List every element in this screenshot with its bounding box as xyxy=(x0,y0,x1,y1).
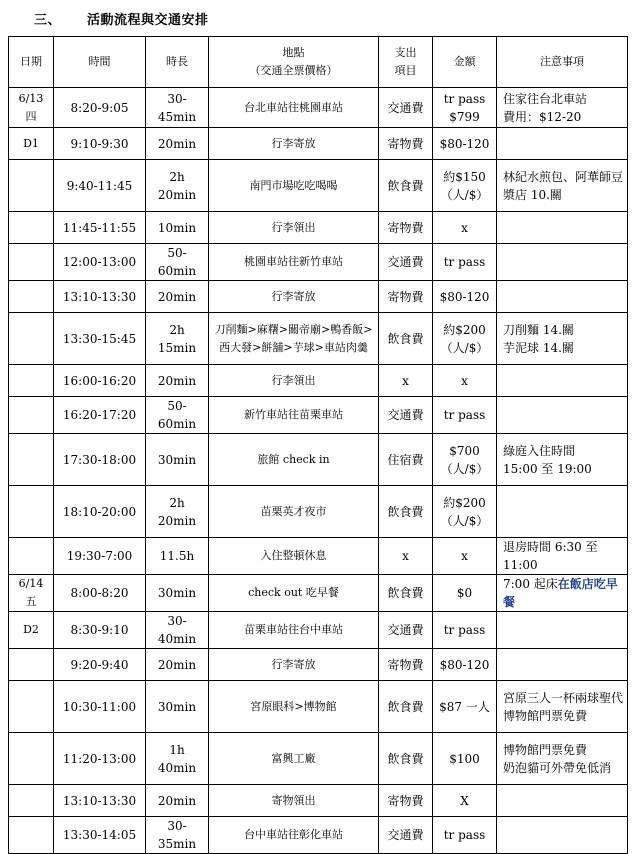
category-cell: 飲食費 xyxy=(379,681,433,733)
header-amount: 金額 xyxy=(433,37,497,88)
duration-cell-line: 2h 15min xyxy=(157,322,197,355)
amount-cell xyxy=(433,733,497,785)
duration-cell-line: 20min xyxy=(157,513,197,528)
notes-cell xyxy=(497,88,628,128)
duration-cell-line: 30min xyxy=(157,699,197,714)
header-row xyxy=(9,37,628,88)
date-cell xyxy=(9,434,54,486)
place-cell xyxy=(209,733,379,785)
place-cell xyxy=(209,575,379,612)
place-cell-line: 台中車站往彰化車站 xyxy=(244,828,343,841)
duration-cell xyxy=(146,212,209,244)
category-cell: 飲食費 xyxy=(379,733,433,785)
notes-cell xyxy=(497,733,628,785)
time-cell: 9:10-9:30 xyxy=(54,128,146,160)
amount-cell xyxy=(433,244,497,281)
date-cell xyxy=(9,486,54,538)
duration-cell-line: 30-35min xyxy=(157,819,197,851)
duration-cell-line: 20min xyxy=(157,657,197,672)
header-time: 時間 xyxy=(54,37,146,88)
amount-cell-line: $80-120 xyxy=(439,289,490,304)
amount-cell-line: tr pass xyxy=(443,623,486,637)
category-cell: 寄物費 xyxy=(379,281,433,313)
place-cell xyxy=(209,88,379,128)
amount-cell-line: （人/$） xyxy=(440,187,489,202)
place-cell-line: 寄物領出 xyxy=(271,793,316,807)
duration-cell-line: 30min xyxy=(157,452,197,467)
amount-cell-line: （人/$） xyxy=(440,461,489,476)
place-cell-line: 富興工廠 xyxy=(271,751,316,765)
notes-cell-line: 住家往台北車站 xyxy=(503,91,588,106)
place-cell-line: 西大發>餅舖>芋球>車站肉羹 xyxy=(219,340,368,354)
duration-cell xyxy=(146,128,209,160)
category-cell: 交通費 xyxy=(379,397,433,434)
time-cell: 8:20-9:05 xyxy=(54,88,146,128)
place-cell xyxy=(209,817,379,854)
category-cell: 寄物費 xyxy=(379,212,433,244)
duration-cell xyxy=(146,434,209,486)
notes-cell-line: 宮原三人一杯兩球聖代 xyxy=(503,690,624,705)
amount-cell xyxy=(433,575,497,612)
time-cell: 19:30-7:00 xyxy=(54,538,146,575)
notes-cell xyxy=(497,817,628,854)
amount-cell-line: tr pass xyxy=(443,255,486,269)
category-cell: x xyxy=(379,538,433,575)
duration-cell-line: 50-60min xyxy=(157,246,197,278)
notes-cell-line: 芋泥球 14.關 xyxy=(503,340,574,355)
amount-cell xyxy=(433,397,497,434)
date-cell xyxy=(9,160,54,212)
amount-cell xyxy=(433,281,497,313)
place-cell xyxy=(209,612,379,649)
category-cell: 住宿費 xyxy=(379,434,433,486)
place-cell xyxy=(209,160,379,212)
notes-cell xyxy=(497,128,628,160)
place-cell xyxy=(209,281,379,313)
duration-cell-line: 30-40min xyxy=(157,614,197,646)
duration-cell xyxy=(146,538,209,575)
duration-cell-line: 20min xyxy=(157,136,197,151)
time-cell: 16:00-16:20 xyxy=(54,365,146,397)
duration-cell-line: 1h 40min xyxy=(157,742,197,775)
table-row xyxy=(9,365,628,397)
amount-cell-line: X xyxy=(460,793,469,808)
notes-cell-line: 奶泡貓可外帶免低消 xyxy=(503,760,612,775)
place-cell-line: 桃園車站往新竹車站 xyxy=(244,255,343,268)
amount-cell xyxy=(433,313,497,365)
notes-cell-line: 綠庭入住時間 xyxy=(503,443,576,458)
duration-cell xyxy=(146,681,209,733)
table-row xyxy=(9,281,628,313)
place-cell xyxy=(209,434,379,486)
place-cell-line: 入住整頓休息 xyxy=(260,549,327,562)
notes-cell xyxy=(497,612,628,649)
notes-cell xyxy=(497,681,628,733)
header-category-line: 支出 xyxy=(394,46,417,59)
duration-cell xyxy=(146,281,209,313)
time-cell: 10:30-11:00 xyxy=(54,681,146,733)
time-cell: 11:45-11:55 xyxy=(54,212,146,244)
notes-cell xyxy=(497,365,628,397)
table-row xyxy=(9,486,628,538)
header-category xyxy=(379,37,433,88)
section-number: 三、 xyxy=(34,13,62,28)
duration-cell xyxy=(146,575,209,612)
date-cell xyxy=(9,365,54,397)
amount-cell-line: x xyxy=(461,373,468,388)
time-cell: 8:00-8:20 xyxy=(54,575,146,612)
table-row xyxy=(9,397,628,434)
date-cell xyxy=(9,681,54,733)
place-cell xyxy=(209,244,379,281)
notes-cell-line: 15:00 至 19:00 xyxy=(503,461,592,476)
category-cell: x xyxy=(379,365,433,397)
place-cell-line: 行李領出 xyxy=(271,373,316,387)
table-row xyxy=(9,681,628,733)
date-cell: 6/13 四 xyxy=(9,88,54,128)
amount-cell-line: $799 xyxy=(449,109,480,124)
amount-cell-line: x xyxy=(461,220,468,235)
amount-cell xyxy=(433,649,497,681)
place-cell-line: 新竹車站往苗栗車站 xyxy=(244,408,343,421)
table-row xyxy=(9,538,628,575)
amount-cell xyxy=(433,612,497,649)
date-cell xyxy=(9,538,54,575)
header-date: 日期 xyxy=(9,37,54,88)
amount-cell xyxy=(433,817,497,854)
place-cell-line: 宮原眼科>博物館 xyxy=(250,699,337,713)
date-cell xyxy=(9,397,54,434)
duration-cell-line: 20min xyxy=(157,793,197,808)
amount-cell-line: x xyxy=(461,549,468,563)
notes-cell-line: 漿店 10.關 xyxy=(503,187,562,202)
header-place-line: （交通全票價格） xyxy=(249,64,338,77)
duration-cell-line: 30-45min xyxy=(157,91,197,124)
amount-cell-line: $0 xyxy=(456,586,473,600)
time-cell: 9:40-11:45 xyxy=(54,160,146,212)
category-cell: 交通費 xyxy=(379,612,433,649)
time-cell: 9:20-9:40 xyxy=(54,649,146,681)
place-cell xyxy=(209,128,379,160)
duration-cell-line: 11.5h xyxy=(159,549,195,563)
amount-cell-line: tr pass xyxy=(443,408,486,422)
itinerary-table xyxy=(8,36,628,854)
notes-cell xyxy=(497,313,628,365)
time-cell: 11:20-13:00 xyxy=(54,733,146,785)
notes-cell xyxy=(497,160,628,212)
time-cell: 13:10-13:30 xyxy=(54,785,146,817)
time-cell: 13:30-15:45 xyxy=(54,313,146,365)
table-row xyxy=(9,612,628,649)
category-cell: 飲食費 xyxy=(379,575,433,612)
date-cell xyxy=(9,817,54,854)
amount-cell-line: （人/$） xyxy=(440,513,489,528)
notes-cell xyxy=(497,281,628,313)
duration-cell-line: 20min xyxy=(157,289,197,304)
section-title: 活動流程與交通安排 xyxy=(87,13,209,28)
date-cell xyxy=(9,785,54,817)
notes-highlight: 在飯店吃早餐 xyxy=(503,577,618,609)
date-cell: D1 xyxy=(9,128,54,160)
time-cell: 18:10-20:00 xyxy=(54,486,146,538)
table-row xyxy=(9,575,628,612)
place-cell xyxy=(209,538,379,575)
notes-cell xyxy=(497,785,628,817)
category-cell: 寄物費 xyxy=(379,785,433,817)
section-heading xyxy=(34,9,209,28)
header-notes: 注意事項 xyxy=(497,37,628,88)
date-cell xyxy=(9,212,54,244)
notes-cell-line: 退房時間 6:30 至 11:00 xyxy=(503,540,598,572)
notes-line-wrap xyxy=(503,575,624,611)
date-cell: 6/14 五 xyxy=(9,575,54,612)
duration-cell xyxy=(146,785,209,817)
table-row xyxy=(9,733,628,785)
table-row xyxy=(9,817,628,854)
duration-cell xyxy=(146,397,209,434)
place-cell-line: 苗栗車站往台中車站 xyxy=(244,623,343,636)
notes-cell xyxy=(497,434,628,486)
duration-cell xyxy=(146,733,209,785)
time-cell: 16:20-17:20 xyxy=(54,397,146,434)
notes-cell xyxy=(497,486,628,538)
header-category-line: 項目 xyxy=(394,64,417,77)
place-cell-line: 刀削麵>麻糬>關帝廟>鴨香飯> xyxy=(214,322,373,336)
date-cell xyxy=(9,281,54,313)
place-cell xyxy=(209,649,379,681)
amount-cell-line: $700 xyxy=(449,443,480,458)
duration-cell xyxy=(146,88,209,128)
place-cell-line: 台北車站往桃園車站 xyxy=(244,100,343,114)
notes-cell xyxy=(497,538,628,575)
header-duration: 時長 xyxy=(146,37,209,88)
place-cell-line: 苗栗英才夜市 xyxy=(260,504,327,518)
date-cell xyxy=(9,313,54,365)
table-row xyxy=(9,313,628,365)
category-cell: 飲食費 xyxy=(379,160,433,212)
table-row xyxy=(9,128,628,160)
time-cell: 8:30-9:10 xyxy=(54,612,146,649)
amount-cell-line: 約$150 xyxy=(443,169,486,184)
duration-cell xyxy=(146,365,209,397)
category-cell: 飲食費 xyxy=(379,486,433,538)
duration-cell xyxy=(146,612,209,649)
amount-cell-line: （人/$） xyxy=(440,340,489,355)
place-cell xyxy=(209,365,379,397)
place-cell-line: 南門市場吃吃喝喝 xyxy=(249,178,338,192)
notes-cell-line: 林紀水煎包、阿華師豆 xyxy=(503,169,624,184)
category-cell: 寄物費 xyxy=(379,128,433,160)
notes-cell xyxy=(497,244,628,281)
notes-cell-line: 7:00 起床 xyxy=(503,577,558,591)
amount-cell-line: tr pass xyxy=(443,91,486,106)
amount-cell xyxy=(433,128,497,160)
duration-cell-line: 50-60min xyxy=(157,399,197,431)
place-cell-line: 旅館 check in xyxy=(257,452,330,466)
amount-cell-line: 約$200 xyxy=(443,495,486,510)
notes-cell-line: 刀削麵 14.關 xyxy=(503,322,574,337)
category-cell: 寄物費 xyxy=(379,649,433,681)
date-cell xyxy=(9,733,54,785)
duration-cell-line: 2h xyxy=(169,495,185,510)
notes-cell xyxy=(497,212,628,244)
place-cell xyxy=(209,785,379,817)
amount-cell xyxy=(433,160,497,212)
amount-cell xyxy=(433,681,497,733)
notes-cell-line: 費用：$12-20 xyxy=(503,109,582,124)
amount-cell xyxy=(433,434,497,486)
time-cell: 12:00-13:00 xyxy=(54,244,146,281)
amount-cell xyxy=(433,785,497,817)
place-cell-line: 行李寄放 xyxy=(271,657,316,671)
amount-cell xyxy=(433,88,497,128)
place-cell-line: 行李寄放 xyxy=(271,289,316,303)
table-row xyxy=(9,434,628,486)
table-row xyxy=(9,212,628,244)
amount-cell xyxy=(433,538,497,575)
duration-cell xyxy=(146,649,209,681)
amount-cell-line: tr pass xyxy=(443,828,486,842)
place-cell xyxy=(209,486,379,538)
duration-cell xyxy=(146,817,209,854)
amount-cell xyxy=(433,212,497,244)
notes-cell xyxy=(497,649,628,681)
duration-cell xyxy=(146,486,209,538)
table-row xyxy=(9,649,628,681)
duration-cell-line: 2h 20min xyxy=(157,169,197,202)
notes-cell-line: 博物館門票免費 xyxy=(503,708,588,723)
duration-cell-line: 20min xyxy=(157,373,197,388)
date-cell xyxy=(9,244,54,281)
duration-cell xyxy=(146,244,209,281)
category-cell: 交通費 xyxy=(379,88,433,128)
amount-cell-line: $80-120 xyxy=(439,657,490,672)
header-place-line: 地點 xyxy=(282,46,305,59)
category-cell: 飲食費 xyxy=(379,313,433,365)
table-row xyxy=(9,88,628,128)
place-cell-line: 行李領出 xyxy=(271,220,316,234)
time-cell: 13:10-13:30 xyxy=(54,281,146,313)
table-row xyxy=(9,244,628,281)
amount-cell-line: $80-120 xyxy=(439,136,490,151)
table-row xyxy=(9,160,628,212)
duration-cell-line: 30min xyxy=(157,586,197,600)
date-cell: D2 xyxy=(9,612,54,649)
notes-cell-line: 博物館門票免費 xyxy=(503,742,588,757)
table-row xyxy=(9,785,628,817)
place-cell xyxy=(209,681,379,733)
amount-cell-line: $100 xyxy=(449,751,480,766)
duration-cell xyxy=(146,313,209,365)
time-cell: 17:30-18:00 xyxy=(54,434,146,486)
place-cell-line: check out 吃早餐 xyxy=(248,586,339,599)
amount-cell xyxy=(433,486,497,538)
place-cell xyxy=(209,397,379,434)
place-cell xyxy=(209,212,379,244)
category-cell: 交通費 xyxy=(379,244,433,281)
amount-cell-line: $87 一人 xyxy=(439,699,490,714)
notes-cell xyxy=(497,575,628,612)
time-cell: 13:30-14:05 xyxy=(54,817,146,854)
amount-cell xyxy=(433,365,497,397)
header-place xyxy=(209,37,379,88)
duration-cell xyxy=(146,160,209,212)
place-cell xyxy=(209,313,379,365)
date-cell xyxy=(9,649,54,681)
category-cell: 交通費 xyxy=(379,817,433,854)
duration-cell-line: 10min xyxy=(157,220,197,235)
place-cell-line: 行李寄放 xyxy=(271,136,316,150)
amount-cell-line: 約$200 xyxy=(443,322,486,337)
notes-cell xyxy=(497,397,628,434)
